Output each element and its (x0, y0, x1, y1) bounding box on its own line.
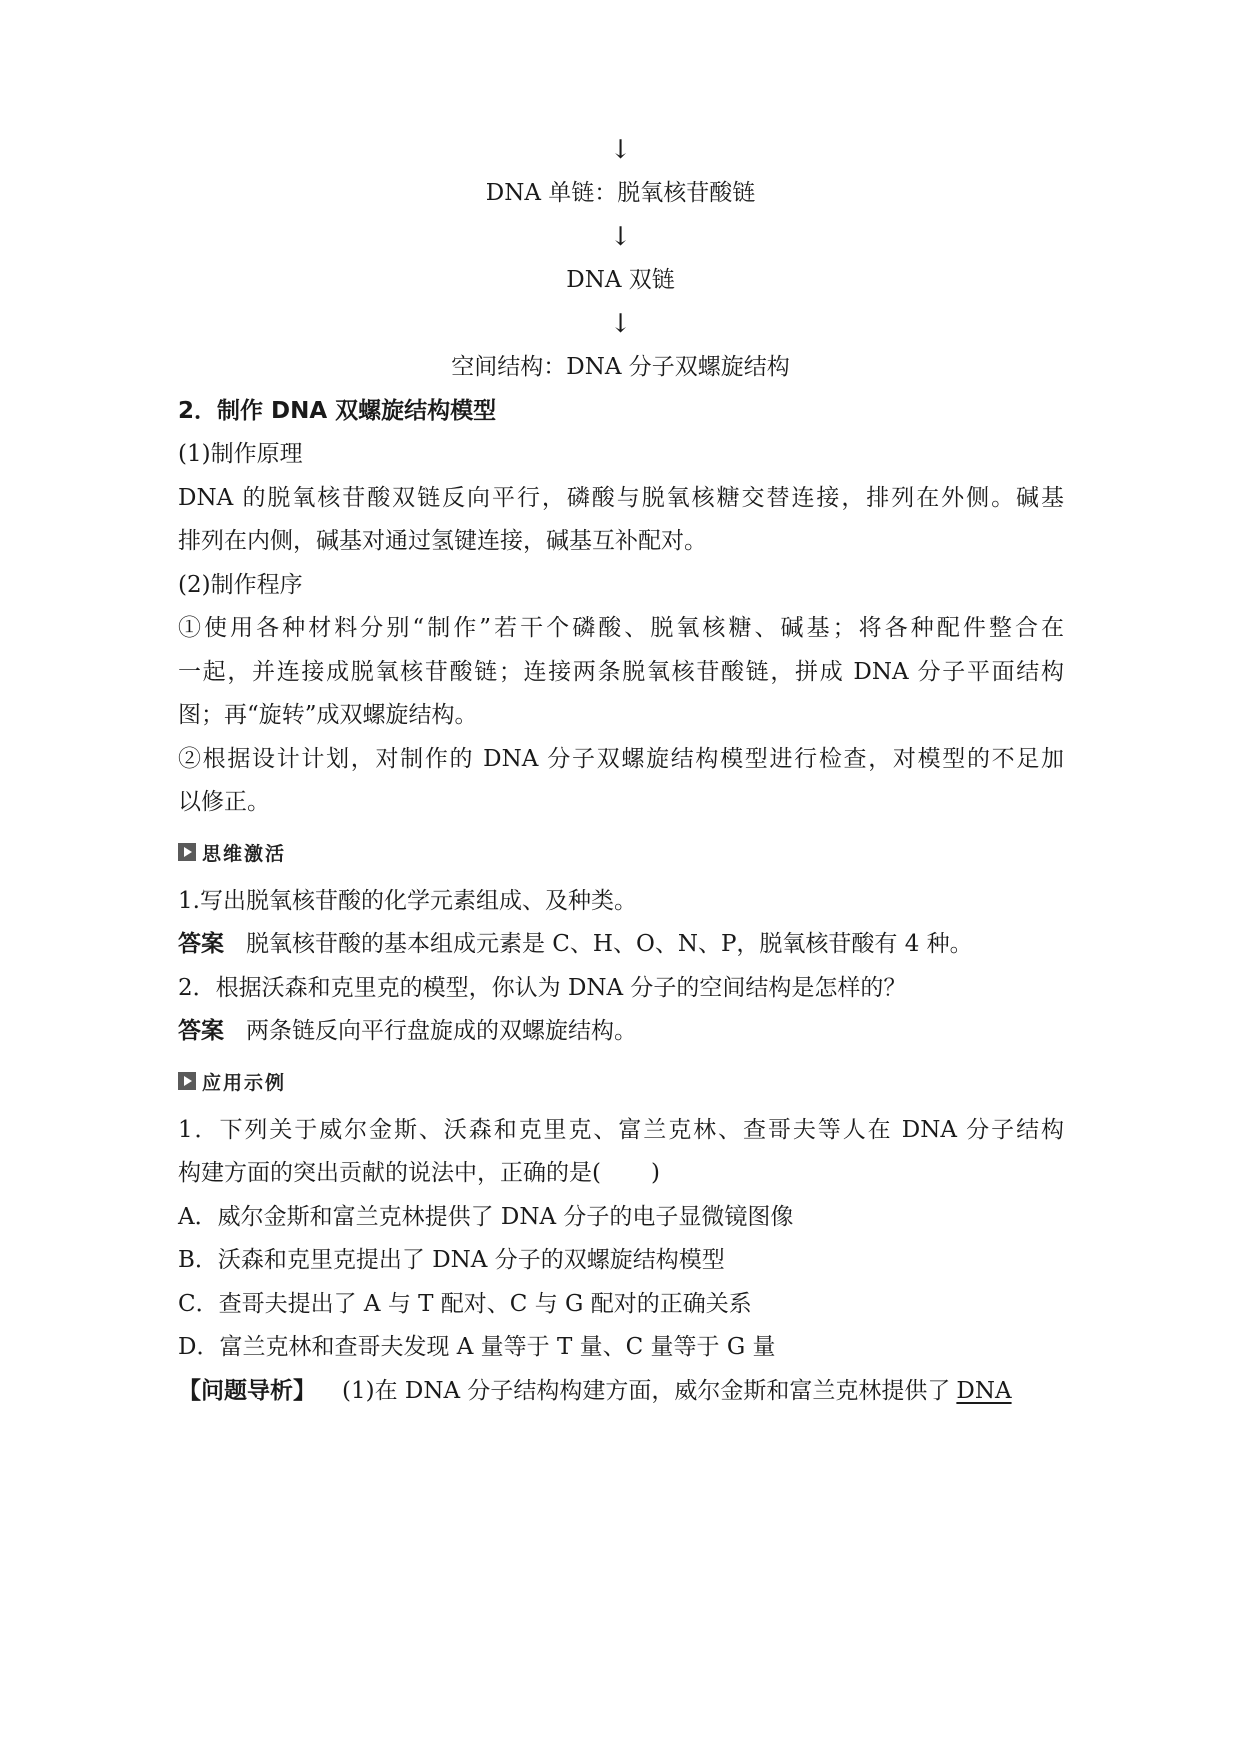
answer-label: 答案 (178, 1018, 224, 1044)
section-heading: 2．制作 DNA 双螺旋结构模型 (178, 398, 497, 424)
section-title: 思维激活 (202, 842, 287, 865)
procedure-step-line: ②根据设计计划，对制作的 DNA 分子双螺旋结构模型进行检查，对模型的不足加 (178, 746, 1064, 772)
procedure-step-line: ①使用各种材料分别“制作”若干个磷酸、脱氧核糖、碱基；将各种配件整合在 (178, 615, 1064, 641)
guide-underlined-blank: DNA (956, 1378, 1012, 1404)
procedure-title: (2)制作程序 (178, 572, 303, 598)
option-b: B．沃森和克里克提出了 DNA 分子的双螺旋结构模型 (178, 1247, 725, 1273)
question: 2．根据沃森和克里克的模型，你认为 DNA 分子的空间结构是怎样的？ (178, 975, 907, 1001)
guide-label: 【问题导析】 (178, 1378, 316, 1404)
guide-line (178, 1376, 1064, 1406)
option-d: D．富兰克林和查哥夫发现 A 量等于 T 量、C 量等于 G 量 (178, 1334, 776, 1360)
principle-title: (1)制作原理 (178, 441, 303, 467)
guide-text: (1)在 DNA 分子结构构建方面，威尔金斯和富兰克林提供了 (342, 1378, 951, 1404)
answer-text: 两条链反向平行盘旋成的双螺旋结构。 (246, 1018, 637, 1044)
question-line: 1．下列关于威尔金斯、沃森和克里克、富兰克林、查哥夫等人在 DNA 分子结构 (178, 1117, 1064, 1143)
question-line (178, 1158, 1064, 1188)
option-c: C．查哥夫提出了 A 与 T 配对、C 与 G 配对的正确关系 (178, 1291, 752, 1317)
closing-paren: ) (650, 1160, 660, 1186)
flow-step-double-strand: DNA 双链 (566, 267, 675, 293)
down-arrow-icon: ↓ (609, 222, 632, 252)
option-a: A．威尔金斯和富兰克林提供了 DNA 分子的电子显微镜图像 (178, 1204, 794, 1230)
question: 1.写出脱氧核苷酸的化学元素组成、及种类。 (178, 888, 637, 914)
section-example-header (178, 1069, 286, 1093)
flow-step-spatial-structure: 空间结构：DNA 分子双螺旋结构 (451, 354, 790, 380)
answer-text: 脱氧核苷酸的基本组成元素是 C、H、O、N、P，脱氧核苷酸有 4 种。 (246, 931, 973, 957)
section-thinking-header (178, 840, 286, 864)
procedure-step-line: 图；再“旋转”成双螺旋结构。 (178, 702, 478, 728)
procedure-step-line: 以修正。 (178, 789, 270, 815)
procedure-step-line: 一起，并连接成脱氧核苷酸链；连接两条脱氧核苷酸链，拼成 DNA 分子平面结构 (178, 659, 1064, 685)
principle-text-line: DNA 的脱氧核苷酸双链反向平行，磷酸与脱氧核糖交替连接，排列在外侧。碱基 (178, 485, 1064, 511)
play-icon (178, 843, 196, 861)
play-icon (178, 1072, 196, 1090)
question-text: 构建方面的突出贡献的说法中，正确的是( (178, 1160, 601, 1186)
answer-label: 答案 (178, 931, 224, 957)
down-arrow-icon: ↓ (609, 135, 632, 165)
answer (178, 929, 1064, 959)
principle-text-line: 排列在内侧，碱基对通过氢键连接，碱基互补配对。 (178, 528, 707, 554)
answer (178, 1016, 1064, 1046)
down-arrow-icon: ↓ (609, 309, 632, 339)
flow-step-single-strand: DNA 单链：脱氧核苷酸链 (485, 180, 756, 206)
section-title: 应用示例 (202, 1071, 287, 1094)
